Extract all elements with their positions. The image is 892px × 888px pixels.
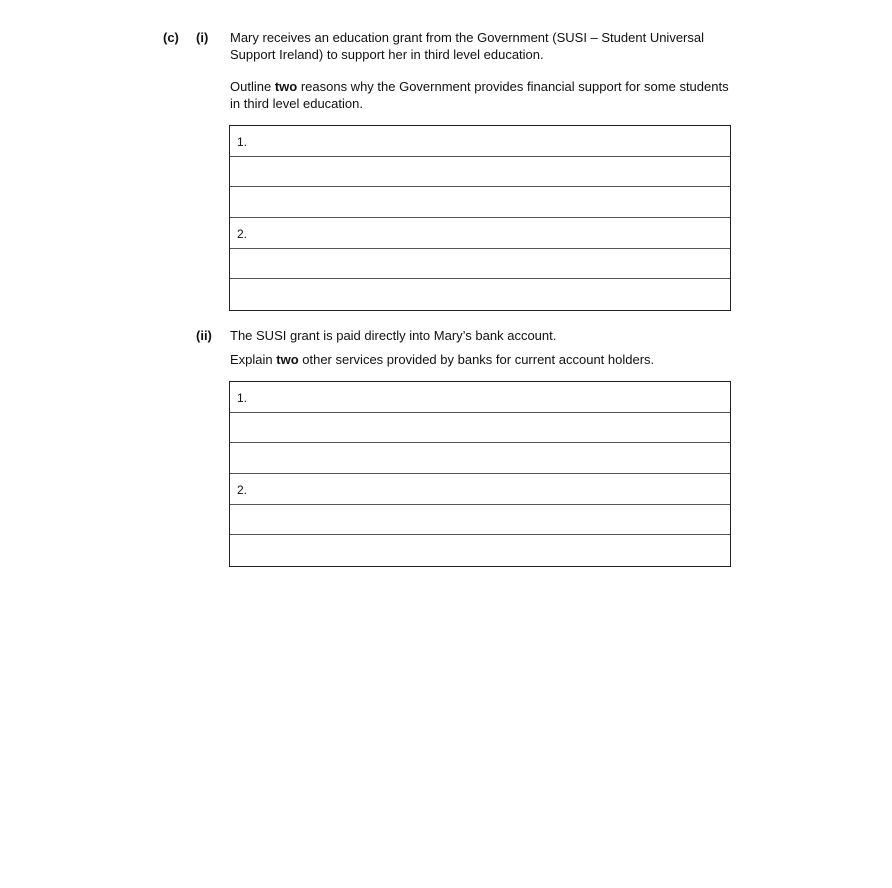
answer-number: 1. (237, 135, 248, 149)
prompt-emphasis: two (276, 352, 299, 367)
answer-box-ii (229, 381, 731, 567)
answer-line[interactable] (230, 126, 730, 157)
prompt-text-before: Outline (230, 79, 275, 94)
answer-line[interactable] (230, 218, 730, 249)
answer-line[interactable] (230, 443, 730, 474)
answer-box-i (229, 125, 731, 311)
answer-line[interactable] (230, 382, 730, 413)
answer-line[interactable] (230, 535, 730, 566)
sub-question-ii-intro: The SUSI grant is paid directly into Mary’s bank account. (230, 328, 557, 343)
prompt-text-before: Explain (230, 352, 277, 367)
part-label: (c) (163, 30, 179, 45)
prompt-text-after: other services provided by banks for current account holders. (298, 352, 655, 367)
answer-line[interactable] (230, 187, 730, 218)
answer-number: 1. (237, 391, 248, 405)
answer-line[interactable] (230, 279, 730, 310)
sub-question-ii-prompt (230, 351, 730, 368)
answer-line[interactable] (230, 474, 730, 505)
sub-question-i-intro: Mary receives an education grant from the Government (SUSI – Student Universal Support Ireland) to support her in third level education. (230, 30, 704, 62)
answer-number: 2. (237, 227, 248, 242)
prompt-text-after: reasons why the Government provides financial support for some students in third level education. (230, 79, 729, 111)
answer-line[interactable] (230, 249, 730, 280)
answer-number: 2. (237, 483, 248, 498)
answer-line[interactable] (230, 413, 730, 444)
prompt-emphasis: two (274, 79, 298, 94)
sub-question-i-prompt (230, 78, 730, 112)
answer-line[interactable] (230, 505, 730, 536)
sub-question-i-label: (i) (196, 30, 209, 45)
sub-question-ii-label: (ii) (196, 328, 212, 343)
answer-line[interactable] (230, 157, 730, 188)
